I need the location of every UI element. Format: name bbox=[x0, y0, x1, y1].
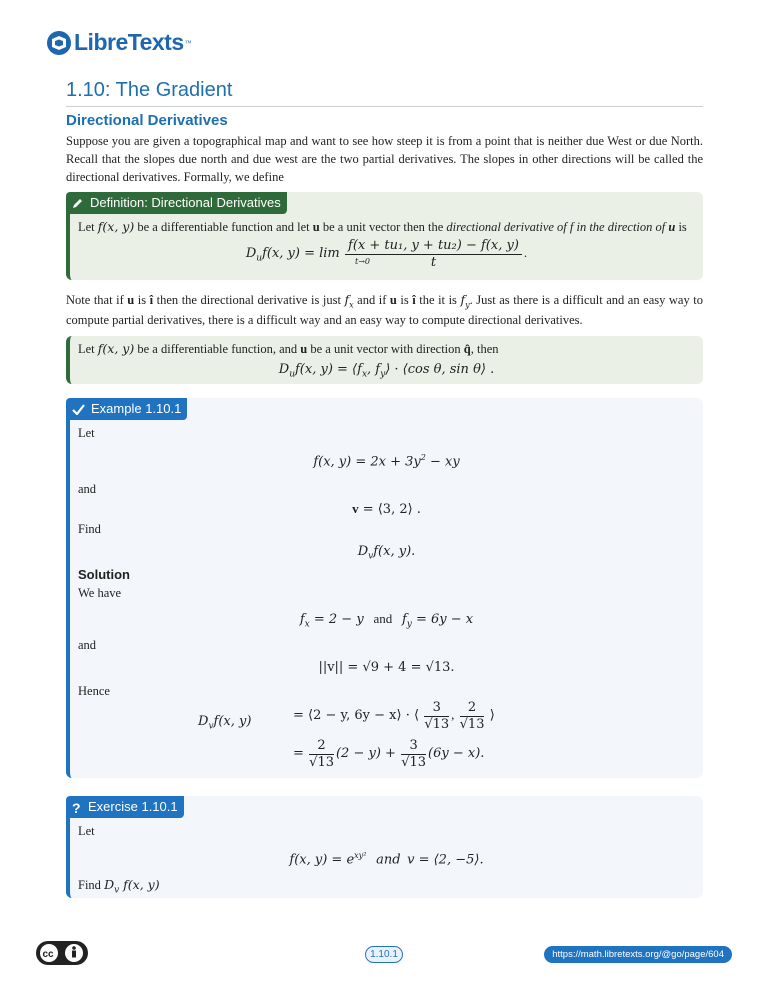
ex-pa: f bbox=[299, 612, 305, 627]
example-function bbox=[78, 452, 695, 472]
page-url-link[interactable]: https://math.libretexts.org/@go/page/604 bbox=[544, 946, 732, 963]
ex-res-l1a: = ⟨2 − y, 6y − x⟩ · ⟨ bbox=[293, 708, 420, 724]
example-tag-label: Example 1.10.1 bbox=[91, 400, 182, 416]
theorem-box bbox=[66, 336, 703, 384]
exercise-tag bbox=[66, 796, 184, 818]
def-denominator: t bbox=[430, 254, 437, 270]
ex-res-den2: √13 bbox=[459, 716, 485, 732]
thm-formula-rest: f(x, y) = ⟨f bbox=[295, 362, 362, 377]
example-let: Let bbox=[78, 426, 95, 440]
exr-and: and bbox=[376, 852, 401, 868]
ex-norm: ||v|| = √9 + 4 = √13. bbox=[318, 660, 455, 675]
note-a: Note that if bbox=[66, 293, 128, 307]
example-partials bbox=[78, 610, 695, 632]
ex-psy: y bbox=[406, 619, 412, 630]
thm-formula-d: D bbox=[278, 362, 290, 377]
ex-res-frac4 bbox=[401, 738, 426, 770]
def-fxy: f(x, y) bbox=[97, 219, 135, 234]
ex-res-l2num2: 3 bbox=[401, 738, 426, 755]
def-lhs-sub: u bbox=[256, 253, 263, 264]
example-tag bbox=[66, 398, 187, 420]
ex-res-frac1 bbox=[424, 700, 449, 732]
thm-c: be a unit vector with direction bbox=[307, 342, 464, 356]
page-title: 1.10: The Gradient bbox=[66, 78, 703, 107]
note-u1: u bbox=[127, 293, 135, 307]
section-title: Directional Derivatives bbox=[66, 112, 228, 129]
ex-res-den1: √13 bbox=[424, 716, 450, 732]
note-f: the it is bbox=[415, 293, 461, 307]
def-fraction bbox=[345, 238, 522, 270]
thm-a: Let bbox=[78, 342, 98, 356]
note-b: is bbox=[134, 293, 150, 307]
note-e: is bbox=[396, 293, 413, 307]
ex-res-frac3 bbox=[309, 738, 334, 770]
ex-res-l2mid: (2 − y) + bbox=[335, 746, 396, 762]
note-paragraph bbox=[66, 291, 703, 329]
libretexts-logo-icon bbox=[46, 30, 72, 56]
def-lim-sub: t→0 bbox=[355, 257, 371, 266]
thm-d: , then bbox=[470, 342, 499, 356]
thm-end: ⟩ · ⟨cos θ, sin θ⟩ . bbox=[385, 362, 495, 377]
check-icon bbox=[72, 404, 85, 415]
note-i: î bbox=[149, 293, 154, 307]
svg-text:cc: cc bbox=[42, 949, 54, 960]
def-u-2: u bbox=[668, 220, 676, 234]
example-target bbox=[78, 542, 695, 564]
example-box bbox=[66, 398, 703, 778]
def-text-e: is bbox=[675, 220, 687, 234]
ex-res-l2end: (6y − x). bbox=[428, 746, 485, 762]
ex-res-lhs-rest: f(x, y) bbox=[213, 714, 252, 729]
note-fy: f bbox=[460, 292, 466, 307]
thm-formula-sub: u bbox=[289, 369, 295, 380]
ex-res-lhs-sub: v bbox=[208, 721, 214, 732]
ex-target-rest: f(x, y). bbox=[373, 544, 416, 559]
creative-commons-icon bbox=[36, 941, 88, 965]
ex-f-sup: 2 bbox=[420, 453, 426, 462]
ex-res-num1: 3 bbox=[424, 700, 449, 717]
note-fy-sub: y bbox=[465, 300, 470, 310]
ex-res-lhs-d: D bbox=[198, 714, 209, 729]
definition-formula bbox=[78, 238, 695, 270]
ex-res-l2a: = bbox=[293, 746, 304, 762]
example-norm bbox=[78, 658, 695, 678]
def-text-b: be a differentiable function and let bbox=[134, 220, 313, 234]
libretexts-logo[interactable] bbox=[46, 26, 191, 59]
def-tail: . bbox=[523, 245, 528, 261]
ex-res-l2den2: √13 bbox=[401, 754, 427, 770]
example-and-2: and bbox=[78, 638, 97, 652]
logo-text: LibreTexts bbox=[74, 29, 184, 55]
intro-paragraph: Suppose you are given a topographical map and want to see how steep it is from a point that is neither due West or due North. Recall that the slopes due north and due west are the two partial derivatives. The slopes in other directions will be called the directional derivatives. Formally, we define bbox=[66, 134, 703, 185]
example-solution-heading: Solution bbox=[78, 567, 130, 582]
exr-find-sub: v bbox=[114, 885, 120, 896]
thm-sub-x: x bbox=[361, 369, 368, 380]
example-vector bbox=[78, 500, 695, 520]
definition-box bbox=[66, 192, 703, 280]
exr-v: v = ⟨2, −5⟩. bbox=[407, 852, 484, 868]
thm-sub-y: y bbox=[380, 369, 386, 380]
theorem-text bbox=[78, 340, 695, 358]
ex-res-rhs2 bbox=[293, 738, 484, 770]
ex-res-rhs1: = ⟨2 − y, 6y − x⟩ · ⟨ $\frac{3}{√13}$ , $\frac{2}{√13}$ ⟩ bbox=[293, 700, 495, 732]
definition-tag bbox=[66, 192, 287, 214]
note-c: then the directional derivative is just bbox=[153, 293, 345, 307]
note-fx-sub: x bbox=[349, 300, 354, 310]
def-text-a: Let bbox=[78, 220, 98, 234]
def-u: u bbox=[312, 220, 320, 234]
note-j: î bbox=[412, 293, 416, 307]
ex-pb: = 2 − y bbox=[309, 612, 364, 627]
thm-u: u bbox=[300, 342, 308, 356]
ex-res-frac2 bbox=[460, 700, 485, 732]
ex-f-tail: − xy bbox=[425, 454, 460, 470]
note-d: and if bbox=[353, 293, 390, 307]
exr-f-sup: xy² bbox=[354, 851, 367, 860]
thm-mid: , f bbox=[367, 362, 381, 377]
ex-res-num2: 2 bbox=[460, 700, 485, 717]
logo-trademark: ™ bbox=[184, 38, 192, 47]
ex-pand: and bbox=[373, 611, 393, 626]
ex-v-rest: = ⟨3, 2⟩ . bbox=[358, 502, 421, 517]
definition-tag-label: Definition: Directional Derivatives bbox=[90, 194, 281, 210]
def-lhs-rest: f(x, y) = lim bbox=[262, 246, 340, 262]
exercise-find bbox=[78, 876, 695, 898]
ex-res-l1end: ⟩ bbox=[489, 708, 495, 724]
definition-text bbox=[78, 218, 695, 236]
pencil-icon bbox=[72, 197, 84, 209]
exr-find-text: Find bbox=[78, 878, 105, 892]
note-u2: u bbox=[389, 293, 397, 307]
ex-pc: f bbox=[401, 612, 407, 627]
page-number-badge: 1.10.1 bbox=[365, 946, 403, 963]
ex-pd: = 6y − x bbox=[411, 612, 474, 627]
example-we-have: We have bbox=[78, 586, 122, 600]
example-find: Find bbox=[78, 522, 101, 536]
note-g: . Just as there is a difficult and an easy way to compute partial derivatives, there is a difficult way and an easy way to compute directional derivatives. bbox=[66, 293, 703, 328]
exr-find-rest: f(x, y) bbox=[119, 877, 160, 892]
def-numerator: f(x + tu₁, y + tu₂) − f(x, y) bbox=[345, 238, 522, 255]
thm-b: be a differentiable function, and bbox=[134, 342, 301, 356]
exercise-tag-label: Exercise 1.10.1 bbox=[88, 798, 178, 814]
note-fx: f bbox=[344, 292, 350, 307]
cc-by-license[interactable] bbox=[36, 941, 88, 965]
theorem-formula bbox=[78, 360, 695, 382]
def-text-d: directional derivative of f in the direction of bbox=[446, 220, 669, 234]
exercise-function bbox=[78, 850, 695, 870]
def-text-c: be a unit vector then the bbox=[319, 220, 447, 234]
ex-target-sub: v bbox=[368, 551, 374, 562]
ex-res-l2den1: √13 bbox=[309, 754, 334, 770]
example-and-1: and bbox=[78, 482, 97, 496]
example-hence: Hence bbox=[78, 684, 110, 698]
exr-f: f(x, y) = e bbox=[289, 852, 355, 868]
def-lhs: D bbox=[245, 246, 257, 262]
exercise-let: Let bbox=[78, 824, 95, 838]
ex-target: D bbox=[357, 544, 369, 559]
ex-res-lhs bbox=[198, 712, 251, 734]
ex-res-l2num1: 2 bbox=[309, 738, 334, 755]
question-icon bbox=[72, 801, 82, 814]
exr-find-d: D bbox=[104, 877, 115, 892]
ex-f: f(x, y) = 2x + 3y bbox=[313, 454, 421, 470]
exercise-box bbox=[66, 796, 703, 898]
thm-q: q̂ bbox=[463, 342, 471, 356]
ex-v: v bbox=[352, 501, 359, 516]
thm-fxy: f(x, y) bbox=[97, 341, 135, 356]
svg-text:?: ? bbox=[72, 800, 81, 814]
ex-psx: x bbox=[304, 619, 310, 630]
